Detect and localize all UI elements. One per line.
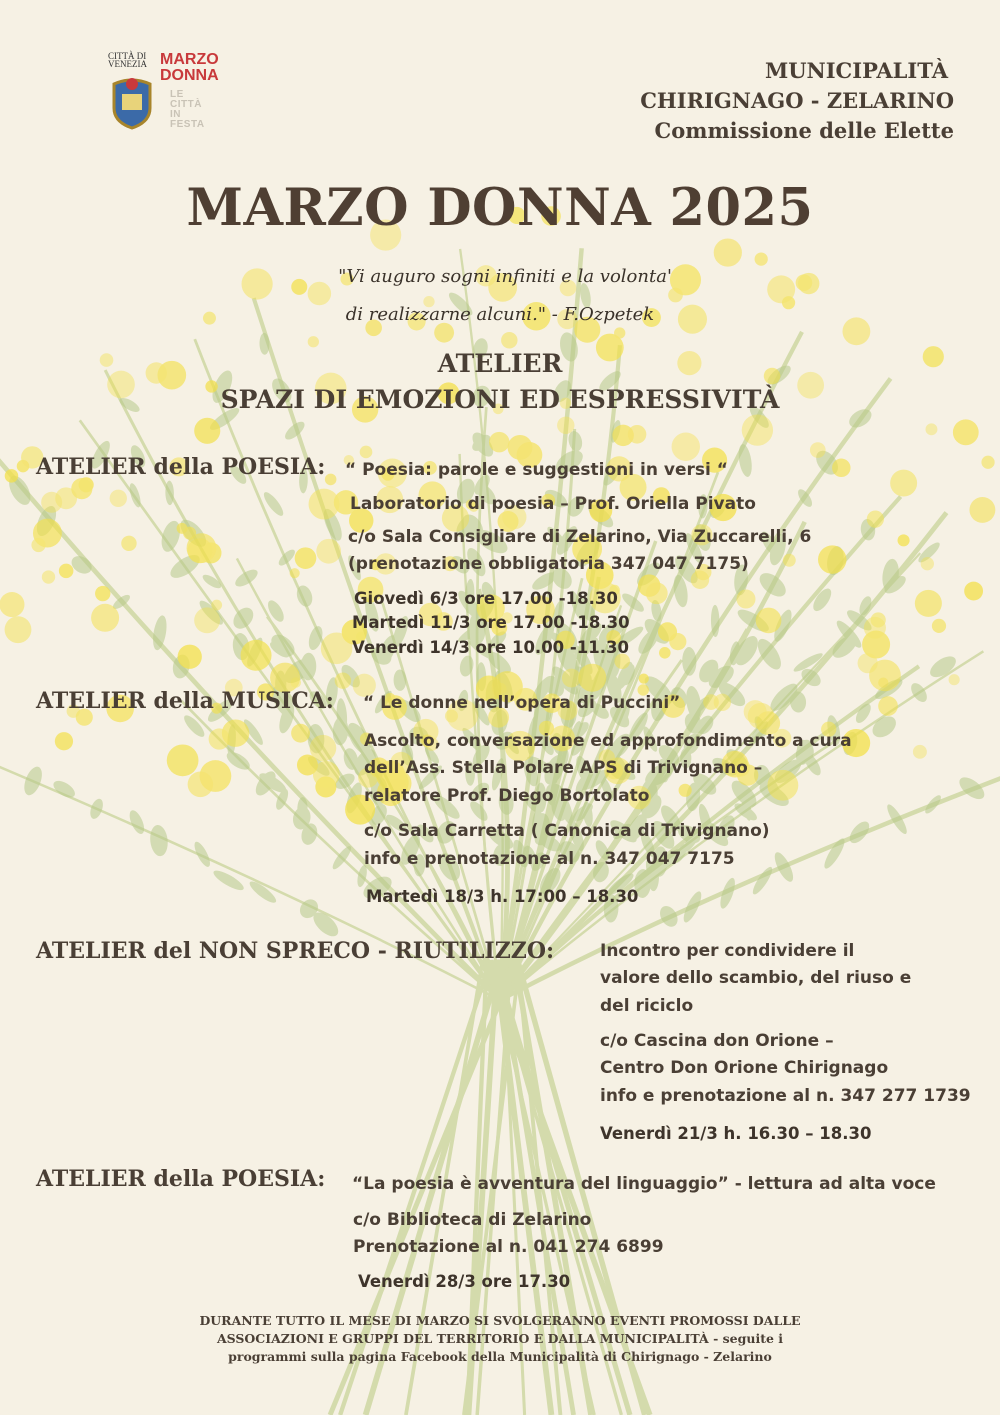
section-label-poesia: ATELIER della POESIA: <box>36 1166 326 1192</box>
commission-name: Commissione delle Elette <box>654 118 954 143</box>
section-detail: c/o Sala Consigliare di Zelarino, Via Zuccarelli, 6 <box>348 527 812 547</box>
mimosa-bloom <box>291 677 301 687</box>
section-title-non-spreco: Incontro per condividere il <box>600 941 855 961</box>
section-detail: c/o Cascina don Orione – <box>600 1031 834 1051</box>
quote-line1: "Vi auguro sogni infiniti e la volonta' <box>338 266 672 287</box>
mimosa-bloom <box>508 435 533 460</box>
section-detail: info e prenotazione al n. 347 047 7175 <box>364 849 735 869</box>
logo-festa-line: CITTÀ <box>170 99 202 110</box>
section-detail: Laboratorio di poesia – Prof. Oriella Pivato <box>350 494 756 514</box>
section-label-non-spreco: ATELIER del NON SPRECO - RIUTILIZZO: <box>36 938 555 964</box>
mimosa-bloom <box>95 586 110 601</box>
mimosa-bloom <box>42 570 55 583</box>
mimosa-bloom <box>209 728 230 749</box>
quote-line2: di realizzarne alcuni." - F.Ozpetek <box>345 304 655 325</box>
mimosa-bloom <box>295 547 317 569</box>
mimosa-bloom <box>878 696 898 716</box>
mimosa-bloom <box>562 669 581 688</box>
mimosa-bloom <box>5 469 19 483</box>
mimosa-bloom <box>659 647 671 659</box>
mimosa-bloom <box>316 539 341 564</box>
footer-note <box>0 1312 1000 1366</box>
municipality-name: CHIRIGNAGO - ZELARINO <box>640 88 954 113</box>
section-detail: valore dello scambio, del riuso e <box>600 968 912 988</box>
section-detail: Ascolto, conversazione ed approfondimento a cura <box>364 731 852 751</box>
section-detail: del riciclo <box>600 996 694 1016</box>
mimosa-bloom <box>71 478 92 499</box>
event-date: Venerdì 21/3 h. 16.30 – 18.30 <box>600 1124 872 1143</box>
mimosa-bloom <box>953 419 979 445</box>
logo-donna: DONNA <box>160 67 219 84</box>
mimosa-bloom <box>121 536 136 551</box>
mimosa-bloom <box>981 456 994 469</box>
event-date: Venerdì 28/3 ore 17.30 <box>358 1272 571 1291</box>
section-detail: Centro Don Orione Chirignago <box>600 1058 889 1078</box>
logo-city-line1: CITTÀ DI <box>108 51 147 61</box>
mimosa-bloom <box>756 608 782 634</box>
event-date: Venerdì 14/3 ore 10.00 -11.30 <box>352 638 629 657</box>
mimosa-bloom <box>915 590 942 617</box>
section-detail: relatore Prof. Diego Bortolato <box>364 786 650 806</box>
mimosa-bloom <box>33 519 62 548</box>
mimosa-bloom <box>178 645 202 669</box>
page-title: MARZO DONNA 2025 <box>186 178 814 238</box>
mimosa-bloom <box>818 545 846 573</box>
citta-di-venezia-label <box>108 52 156 68</box>
mimosa-bloom <box>291 724 310 743</box>
logo-festa-line: IN <box>170 109 181 120</box>
section-title-poesia: “ Poesia: parole e suggestioni in versi “ <box>345 460 728 480</box>
mimosa-bloom <box>969 497 995 523</box>
mimosa-bloom <box>783 554 796 567</box>
mimosa-bloom <box>59 564 74 579</box>
mimosa-bloom <box>767 770 798 801</box>
section-label-musica: ATELIER della MUSICA: <box>36 688 334 714</box>
footer-line2: ASSOCIAZIONI E GRUPPI DEL TERRITORIO E DALLA MUNICIPALITÀ - seguite i <box>216 1331 784 1346</box>
section-title-poesia: “La poesia è avventura del linguaggio” - lettura ad alta voce <box>352 1174 936 1194</box>
mimosa-bloom <box>41 492 62 513</box>
municipality-header <box>534 56 954 146</box>
municipality-label: MUNICIPALITÀ <box>764 58 948 83</box>
mimosa-bloom <box>241 640 272 671</box>
mimosa-bloom <box>325 474 337 486</box>
mimosa-bloom <box>638 574 660 596</box>
section-detail: info e prenotazione al n. 347 277 1739 <box>600 1086 971 1106</box>
logo-festa-line: FESTA <box>170 119 205 130</box>
mimosa-bloom <box>194 418 220 444</box>
mimosa-bloom <box>898 534 910 546</box>
mimosa-bloom <box>913 745 927 759</box>
section-detail: (prenotazione obbligatoria 347 047 7175) <box>348 554 749 574</box>
mimosa-bloom <box>703 694 719 710</box>
atelier-heading <box>0 346 1000 418</box>
mimosa-bloom <box>748 703 774 729</box>
mimosa-bloom <box>964 582 983 601</box>
logo-city-line2: VENEZIA <box>108 59 147 69</box>
mimosa-bloom <box>313 761 340 788</box>
mimosa-bloom <box>679 784 692 797</box>
mimosa-bloom <box>360 446 373 459</box>
mimosa-bloom <box>867 511 884 528</box>
quote <box>0 258 1000 334</box>
atelier-heading-line1: ATELIER <box>437 349 563 378</box>
mimosa-bloom <box>639 673 649 683</box>
mimosa-bloom <box>335 672 351 688</box>
section-detail: c/o Biblioteca di Zelarino <box>353 1210 592 1230</box>
mimosa-bloom <box>290 568 300 578</box>
venezia-coat-of-arms-icon <box>110 74 154 130</box>
event-date: Martedì 18/3 h. 17:00 – 18.30 <box>366 887 639 906</box>
mimosa-bloom <box>925 423 937 435</box>
section-label-poesia: ATELIER della POESIA: <box>36 454 326 480</box>
footer-line1: DURANTE TUTTO IL MESE DI MARZO SI SVOLGERANNO EVENTI PROMOSSI DALLE <box>199 1313 801 1328</box>
section-detail: dell’Ass. Stella Polare APS di Trivignano – <box>364 758 763 778</box>
logo-citta-in-festa <box>170 90 205 130</box>
mimosa-bloom <box>921 557 934 570</box>
footer-line3: programmi sulla pagina Facebook della Municipalità di Chirignago - Zelarino <box>228 1349 772 1364</box>
logo-marzo-donna <box>160 52 219 84</box>
mimosa-bloom <box>890 470 917 497</box>
atelier-heading-line2: SPAZI DI EMOZIONI ED ESPRESSIVITÀ <box>220 385 780 414</box>
mimosa-bloom <box>110 490 127 507</box>
mimosa-bloom <box>194 607 220 633</box>
marzo-donna-logo <box>106 50 226 145</box>
section-title-musica: “ Le donne nell’opera di Puccini” <box>363 693 681 713</box>
event-date: Giovedì 6/3 ore 17.00 -18.30 <box>354 589 618 608</box>
mimosa-bloom <box>669 633 686 650</box>
event-date: Martedì 11/3 ore 17.00 -18.30 <box>352 613 630 632</box>
section-detail: c/o Sala Carretta ( Canonica di Trivignano) <box>364 821 770 841</box>
mimosa-bloom <box>55 732 73 750</box>
mimosa-bloom <box>91 604 119 632</box>
mimosa-bloom <box>578 664 606 692</box>
mimosa-bloom <box>949 674 960 685</box>
mimosa-bloom <box>200 760 232 792</box>
section-detail: Prenotazione al n. 041 274 6899 <box>353 1237 664 1257</box>
mimosa-bloom <box>5 616 32 643</box>
mimosa-bloom <box>810 442 826 458</box>
mimosa-bloom <box>832 459 850 477</box>
mimosa-bloom <box>489 432 510 453</box>
logo-marzo: MARZO <box>160 51 219 68</box>
mimosa-bloom <box>557 417 574 434</box>
mimosa-bloom <box>932 619 946 633</box>
mimosa-bloom <box>187 533 217 563</box>
logo-festa-line: LE <box>170 89 184 100</box>
mimosa-bloom <box>736 589 755 608</box>
mimosa-bloom <box>612 425 633 446</box>
mimosa-bloom <box>672 433 700 461</box>
mimosa-bloom <box>858 653 878 673</box>
mimosa-bloom <box>0 592 24 617</box>
mimosa-bloom <box>742 414 773 445</box>
mimosa-bloom <box>167 744 199 776</box>
